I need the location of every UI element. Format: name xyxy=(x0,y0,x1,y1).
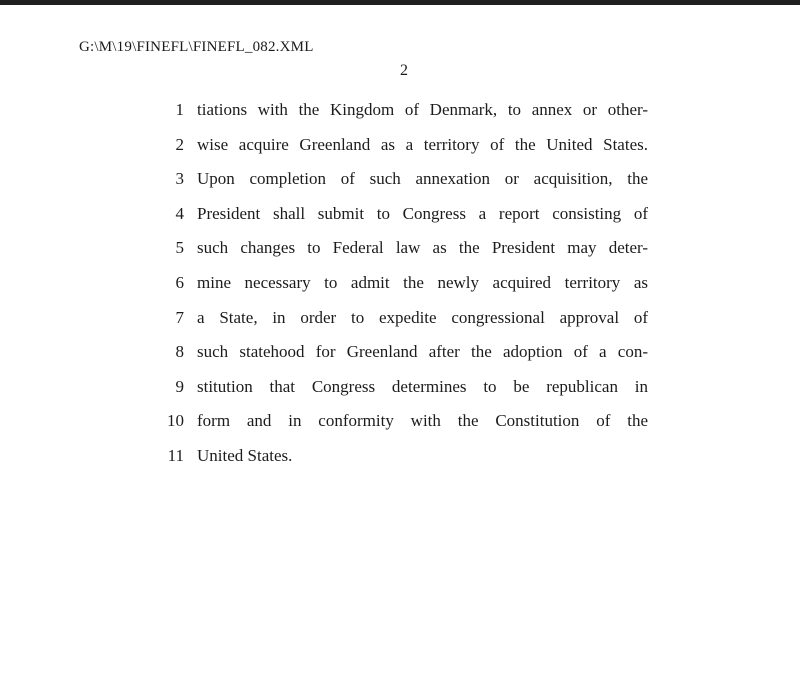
line-text: tiations with the Kingdom of Denmark, to annex or other- xyxy=(197,100,648,119)
line-number: 8 xyxy=(175,342,184,362)
bill-line xyxy=(160,370,648,405)
bill-line xyxy=(160,439,648,474)
line-text: form and in conformity with the Constitution of the xyxy=(197,411,648,431)
bill-line xyxy=(160,93,648,128)
line-text: such changes to Federal law as the President may deter- xyxy=(197,238,648,258)
file-path-header: G:\M\19\FINEFL\FINEFL_082.XML xyxy=(79,39,314,55)
line-text: mine necessary to admit the newly acquired territory as xyxy=(197,272,648,292)
bill-line xyxy=(160,266,648,301)
line-number: 7 xyxy=(175,307,184,327)
bill-line xyxy=(160,128,648,163)
line-number: 10 xyxy=(167,411,184,431)
line-text: wise acquire Greenland as a territory of the United States. xyxy=(197,134,648,154)
line-number: 4 xyxy=(175,203,184,223)
line-text: Upon completion of such annexation or acquisition, the xyxy=(197,169,648,189)
line-number: 2 xyxy=(175,134,184,154)
line-text: President shall submit to Congress a report consisting of xyxy=(197,203,648,223)
line-text: a State, in order to expedite congressional approval of xyxy=(197,307,648,327)
line-number: 1 xyxy=(175,100,184,119)
bill-line xyxy=(160,231,648,266)
line-number: 3 xyxy=(175,169,184,189)
line-text: stitution that Congress determines to be republican in xyxy=(197,376,648,396)
line-number: 9 xyxy=(175,376,184,396)
window-top-border xyxy=(0,0,800,5)
line-number: 6 xyxy=(175,272,184,292)
bill-line xyxy=(160,301,648,336)
bill-text-block xyxy=(160,93,648,474)
line-number: 11 xyxy=(167,445,184,465)
bill-line xyxy=(160,197,648,232)
line-text: United States. xyxy=(197,445,293,465)
line-number: 5 xyxy=(175,238,184,258)
bill-line xyxy=(160,404,648,439)
page-number: 2 xyxy=(400,62,408,79)
bill-line xyxy=(160,335,648,370)
bill-line xyxy=(160,162,648,197)
line-text: such statehood for Greenland after the adoption of a con- xyxy=(197,342,648,362)
